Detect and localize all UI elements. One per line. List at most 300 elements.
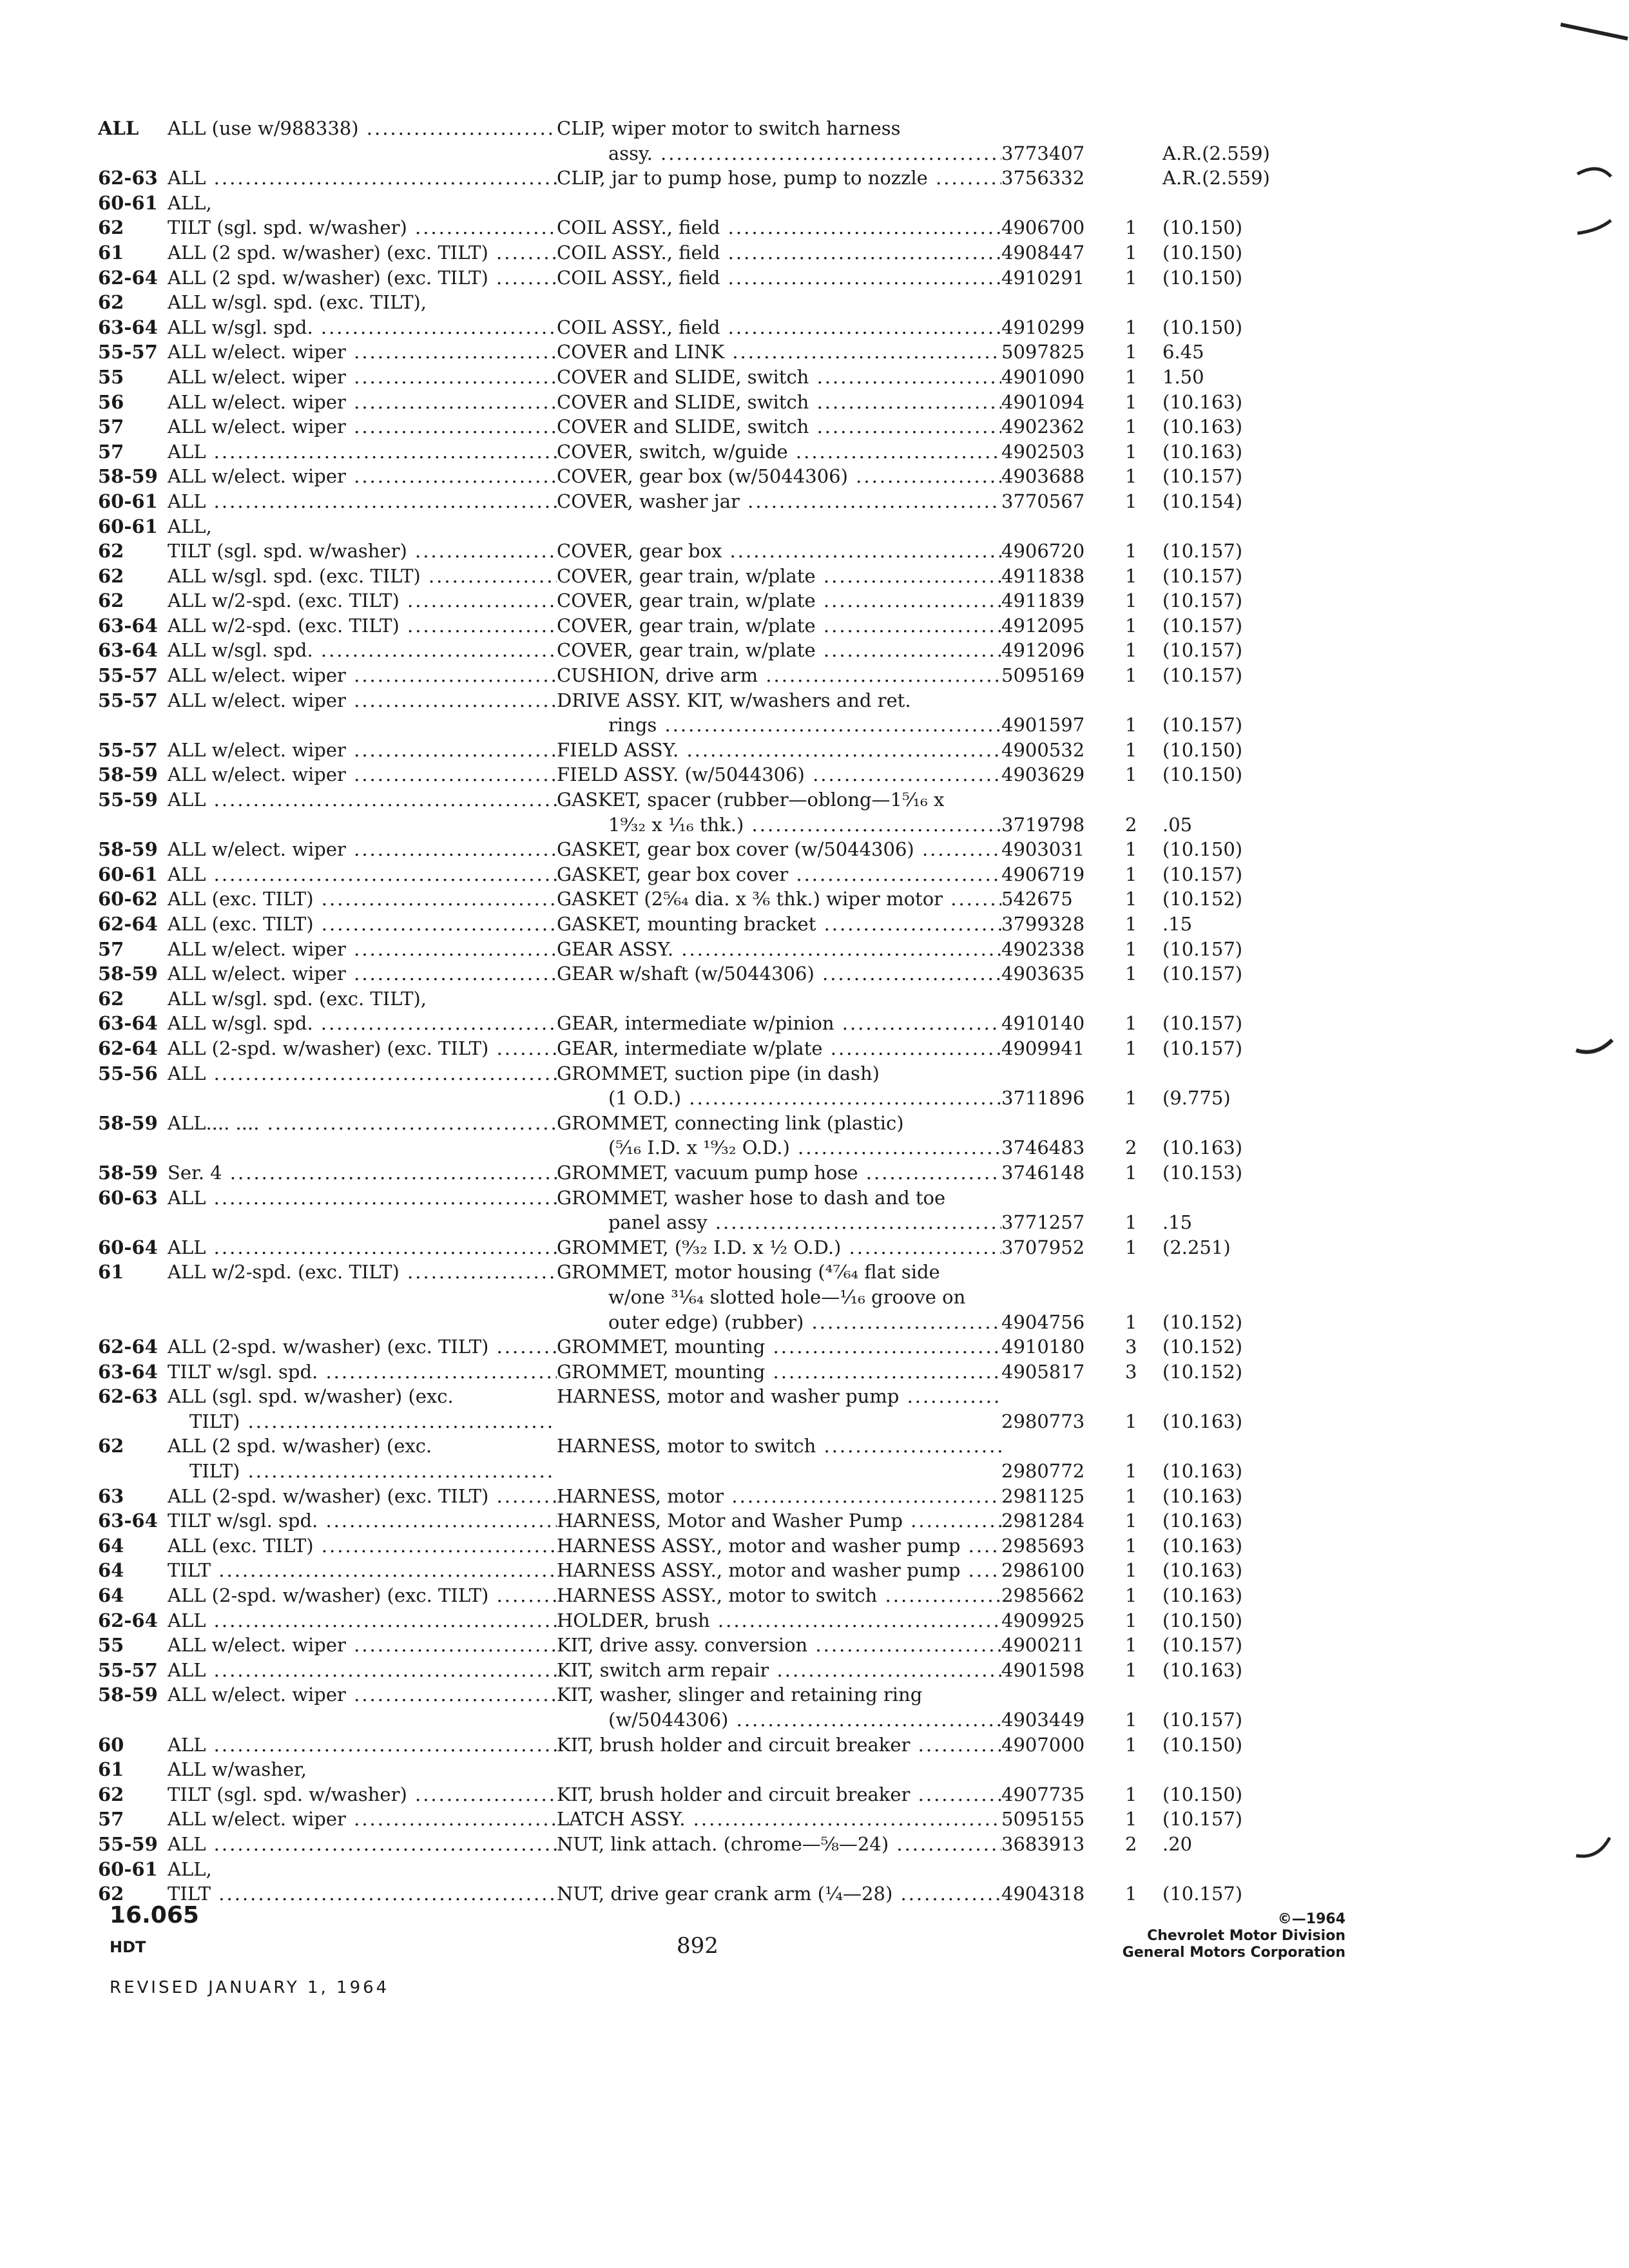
group-cell [1162,1881,1272,1907]
group-cell-line: (10.157) [1162,614,1243,637]
model-cell [168,1658,557,1683]
catalog-row [98,1533,1277,1559]
description-cell [557,1658,1001,1683]
model-cell-line: TILT w/sgl. spd. ..... [168,1508,557,1533]
catalog-row [98,887,1277,912]
year-cell-line: ALL [98,117,139,139]
year-cell-line: 64 [98,1534,124,1557]
catalog-row [98,240,1277,265]
quantity-cell-line: 1 [1125,838,1137,861]
quantity-cell [1125,937,1162,962]
quantity-cell-line: 1 [1125,888,1137,910]
model-cell-line: TILT w/sgl. spd. ..... [168,1360,557,1385]
year-cell [98,1558,168,1583]
description-cell-line: COVER, switch, w/guide ..... [557,439,1001,465]
model-cell-line: ALL.... .... ..... [168,1111,557,1136]
model-cell-line: ALL ..... [168,439,557,465]
group-cell-line: .20 [1162,1832,1193,1855]
group-cell-line: (10.150) [1162,216,1243,239]
year-cell [98,1111,168,1136]
quantity-cell [1125,265,1162,291]
description-cell-line: GASKET, gear box cover (w/5044306) ..... [557,837,1001,862]
model-cell-line: ALL (exc. TILT) ..... [168,1533,557,1559]
year-cell-line: 63-64 [98,639,158,662]
catalog-row [98,937,1277,962]
part-number-cell [1001,539,1125,564]
model-cell-line: ALL (use w/988338) ..... [168,116,557,141]
catalog-row [98,365,1277,390]
catalog-row [98,1160,1277,1186]
quantity-cell [1125,588,1162,613]
quantity-cell-line [1125,986,1162,1012]
group-cell [1162,986,1272,1012]
year-cell-line: 61 [98,1758,124,1781]
quantity-cell [1125,1857,1162,1882]
model-cell [168,663,557,688]
year-cell-line: 63-64 [98,1360,158,1383]
year-cell-line: 58-59 [98,838,158,861]
year-cell [98,1160,168,1186]
part-number-cell-line [1001,116,1125,141]
quantity-cell-line: 1 [1125,913,1137,935]
quantity-cell-line: 1 [1125,1783,1137,1805]
quantity-cell-line: 1 [1125,1410,1137,1432]
model-cell [168,1608,557,1633]
group-cell-line: (10.157) [1162,714,1243,736]
description-cell-line: GEAR, intermediate w/plate ..... [557,1036,1001,1061]
quantity-cell [1125,1832,1162,1857]
part-number-cell [1001,1334,1125,1360]
part-number-cell-line: 4902338 [1001,937,1085,960]
year-cell [98,1807,168,1832]
part-number-cell [1001,688,1125,738]
year-cell-line: 64 [98,1584,124,1607]
quantity-cell-line: 1 [1125,266,1137,289]
year-cell [98,961,168,986]
part-number-cell-line: 4906719 [1001,863,1085,885]
model-cell [168,315,557,340]
year-cell-line: 62 [98,216,124,239]
description-cell [557,1807,1001,1832]
part-number-cell [1001,738,1125,763]
description-cell [557,1434,1001,1459]
quantity-cell-line: 1 [1125,1161,1137,1184]
description-cell [557,1782,1001,1807]
catalog-row [98,1633,1277,1658]
group-cell [1162,315,1272,340]
model-cell-line: ALL w/washer, [168,1758,307,1781]
quantity-cell-line: 1 [1125,1485,1137,1507]
description-cell-line: KIT, brush holder and circuit breaker ..... [557,1733,1001,1758]
group-cell-line [1162,1857,1272,1882]
part-number-cell-line: 3771257 [1001,1211,1085,1234]
quantity-cell [1125,464,1162,489]
catalog-row [98,564,1277,589]
group-cell-line: (10.157) [1162,664,1243,687]
year-cell-line: 62-63 [98,167,158,189]
group-cell-line: (10.150) [1162,316,1243,338]
part-number-cell-line: 2981284 [1001,1510,1085,1532]
quantity-cell [1125,1384,1162,1434]
part-number-cell [1001,837,1125,862]
year-cell [98,539,168,564]
group-cell-line: (10.152) [1162,1336,1243,1358]
part-number-cell [1001,1757,1125,1782]
model-cell-line: ALL w/2-spd. (exc. TILT) ..... [168,613,557,639]
model-cell-line: ALL ..... [168,1832,557,1857]
year-cell-line: 60-61 [98,863,158,885]
model-cell-line: ALL ..... [168,489,557,514]
catalog-row [98,514,1277,539]
quantity-cell-line [1125,141,1162,166]
description-cell-line: GROMMET, suction pipe (in dash) [557,1062,880,1084]
part-number-cell [1001,1036,1125,1061]
description-cell [557,166,1001,191]
quantity-cell [1125,414,1162,439]
group-cell [1162,1733,1272,1758]
description-cell-line: outer edge) (rubber) ..... [557,1310,1001,1335]
description-cell [557,464,1001,489]
description-cell [557,1235,1001,1260]
group-cell-line: (10.157) [1162,1037,1243,1059]
model-cell-line: ALL (exc. TILT) ..... [168,887,557,912]
catalog-row [98,1782,1277,1807]
year-cell-line: 62-64 [98,913,158,935]
part-number-cell-line: 4903031 [1001,838,1085,861]
group-cell-line [1162,1384,1272,1409]
description-cell [557,1682,1001,1732]
model-cell [168,588,557,613]
model-cell [168,1881,557,1907]
description-cell [557,1484,1001,1509]
part-number-cell-line: 3707952 [1001,1236,1085,1258]
group-cell [1162,638,1272,663]
model-cell [168,1757,557,1782]
group-cell-line: 6.45 [1162,341,1204,363]
model-cell [168,1111,557,1136]
copyright-notice [1123,1911,1345,1961]
quantity-cell-line: 1 [1125,540,1137,562]
quantity-cell [1125,1334,1162,1360]
catalog-row [98,265,1277,291]
model-cell [168,1558,557,1583]
model-cell-line: ALL w/2-spd. (exc. TILT) ..... [168,1260,557,1285]
part-number-cell [1001,1111,1125,1160]
catalog-row [98,688,1277,738]
group-cell-line: (10.150) [1162,764,1243,786]
quantity-cell-line: 1 [1125,416,1137,438]
description-cell [557,1186,1001,1235]
group-cell-line: (10.150) [1162,266,1243,289]
description-cell-line: NUT, drive gear crank arm (¼—28) ..... [557,1881,1001,1907]
catalog-row [98,1061,1277,1111]
description-cell [557,564,1001,589]
group-cell [1162,1782,1272,1807]
catalog-row [98,1583,1277,1608]
part-number-cell [1001,1881,1125,1907]
description-cell [557,340,1001,365]
model-cell [168,489,557,514]
quantity-cell-line: 2 [1125,1832,1137,1855]
model-cell-line: ALL ..... [168,1733,557,1758]
year-cell-line: 64 [98,1559,124,1582]
part-number-cell [1001,1832,1125,1857]
part-number-cell [1001,887,1125,912]
group-cell-line: (10.163) [1162,440,1243,463]
group-cell [1162,887,1272,912]
group-cell [1162,1484,1272,1509]
quantity-cell-line [1125,1260,1162,1285]
description-cell [557,1011,1001,1036]
catalog-row [98,290,1277,315]
description-cell-line: COVER, gear box (w/5044306) ..... [557,464,1001,489]
description-cell-line: COVER, gear train, w/plate ..... [557,564,1001,589]
description-cell [557,390,1001,415]
quantity-cell [1125,986,1162,1012]
part-number-cell [1001,787,1125,837]
model-cell [168,1360,557,1385]
quantity-cell [1125,887,1162,912]
quantity-cell [1125,539,1162,564]
part-number-cell-line: 3756332 [1001,167,1085,189]
year-cell-line: 55-57 [98,341,158,363]
quantity-cell [1125,1733,1162,1758]
revision-date: REVISED JANUARY 1, 1964 [110,1978,390,1997]
description-cell-line: COIL ASSY., field ..... [557,215,1001,240]
quantity-cell [1125,762,1162,787]
part-number-cell-line [1001,514,1125,539]
part-number-cell [1001,166,1125,191]
group-cell-line: (10.157) [1162,1709,1243,1731]
year-cell [98,1260,168,1285]
description-cell-line: COVER, gear train, w/plate ..... [557,638,1001,663]
group-cell-line: (10.163) [1162,1534,1243,1557]
model-cell [168,390,557,415]
year-cell-line: 62-63 [98,1385,158,1408]
description-cell [557,1036,1001,1061]
part-number-cell [1001,1857,1125,1882]
description-cell [557,215,1001,240]
quantity-cell-line [1125,1384,1162,1409]
group-cell-line: (10.152) [1162,888,1243,910]
part-number-cell [1001,315,1125,340]
quantity-cell-line: 1 [1125,764,1137,786]
model-cell [168,638,557,663]
part-number-cell [1001,1484,1125,1509]
group-cell [1162,762,1272,787]
year-cell-line: 61 [98,1261,124,1283]
part-number-cell-line: 4903629 [1001,764,1085,786]
description-cell-line: COIL ASSY., field ..... [557,240,1001,265]
group-cell [1162,787,1272,837]
description-cell [557,1384,1001,1409]
quantity-cell-line: 1 [1125,590,1137,612]
model-cell-line: TILT) ..... [168,1409,557,1434]
group-cell [1162,837,1272,862]
model-cell-line: ALL w/elect. wiper ..... [168,390,557,415]
model-cell [168,912,557,937]
year-cell-line: 55-57 [98,738,158,761]
group-cell [1162,1111,1272,1160]
model-cell-line: ALL w/sgl. spd. ..... [168,315,557,340]
description-cell [557,1111,1001,1160]
description-cell [557,365,1001,390]
description-cell-line: CLIP, jar to pump hose, pump to nozzle ..... [557,166,1001,191]
hole-mark-1 [1572,161,1617,245]
model-cell [168,862,557,887]
model-cell [168,1260,557,1285]
description-cell [557,862,1001,887]
catalog-row [98,1111,1277,1160]
model-cell [168,464,557,489]
group-cell [1162,290,1272,315]
model-cell-line: ALL w/sgl. spd. ..... [168,1011,557,1036]
section-code: 16.065 [110,1902,199,1928]
model-cell [168,1733,557,1758]
description-cell-line: COVER and SLIDE, switch ..... [557,365,1001,390]
year-cell-line: 57 [98,1808,124,1831]
quantity-cell [1125,1807,1162,1832]
catalog-row [98,663,1277,688]
year-cell [98,986,168,1012]
year-cell [98,1360,168,1385]
group-cell [1162,1682,1272,1732]
group-cell [1162,215,1272,240]
quantity-cell-line [1125,1186,1162,1211]
group-cell-line: .15 [1162,1211,1193,1234]
model-cell [168,1533,557,1559]
group-cell [1162,1186,1272,1235]
description-cell-line: GROMMET, vacuum pump hose ..... [557,1160,1001,1186]
part-number-cell-line: 4903449 [1001,1709,1085,1731]
part-number-cell-line: 4904756 [1001,1311,1085,1333]
model-cell [168,191,557,216]
part-number-cell [1001,1011,1125,1036]
part-number-cell [1001,1533,1125,1559]
group-cell-line: (10.163) [1162,1658,1243,1681]
part-number-cell [1001,1384,1125,1434]
part-number-cell [1001,1608,1125,1633]
description-cell [557,1360,1001,1385]
group-cell-line [1162,514,1272,539]
group-cell [1162,1334,1272,1360]
year-cell [98,240,168,265]
year-cell [98,489,168,514]
group-cell [1162,613,1272,639]
group-cell [1162,1608,1272,1633]
description-cell-line: HARNESS, motor ..... [557,1484,1001,1509]
quantity-cell-line: 1 [1125,1211,1137,1234]
year-cell-line: 56 [98,390,124,413]
part-number-cell [1001,1733,1125,1758]
year-cell-line: 62 [98,1435,124,1457]
group-cell [1162,116,1272,166]
model-cell-line: ALL (2-spd. w/washer) (exc. TILT) ..... [168,1036,557,1061]
group-cell-line [1162,290,1272,315]
part-number-cell-line: 4905817 [1001,1360,1085,1383]
part-number-cell [1001,1360,1125,1385]
year-cell-line: 63-64 [98,614,158,637]
quantity-cell-line: 1 [1125,1012,1137,1035]
year-cell [98,564,168,589]
catalog-row [98,539,1277,564]
catalog-row [98,1733,1277,1758]
part-number-cell-line: 3770567 [1001,490,1085,512]
year-cell-line: 60-63 [98,1186,158,1209]
part-number-cell [1001,762,1125,787]
model-cell-line: ALL w/elect. wiper ..... [168,414,557,439]
quantity-cell [1125,215,1162,240]
year-cell-line: 55-57 [98,689,158,711]
description-cell-line: GROMMET, washer hose to dash and toe [557,1186,946,1209]
part-number-cell [1001,240,1125,265]
part-number-cell [1001,1658,1125,1683]
group-cell-line: (10.157) [1162,1012,1243,1035]
year-cell [98,390,168,415]
hole-mark-3 [1572,1830,1617,1869]
model-cell-line: ALL w/sgl. spd. (exc. TILT), [168,291,427,314]
year-cell-line: 63-64 [98,1012,158,1035]
quantity-cell-line: 1 [1125,614,1137,637]
year-cell-line: 55-57 [98,664,158,687]
part-number-cell [1001,1807,1125,1832]
description-cell-line: GEAR, intermediate w/pinion ..... [557,1011,1001,1036]
quantity-cell-line [1125,1682,1162,1707]
year-cell [98,613,168,639]
part-number-cell-line: 3683913 [1001,1832,1085,1855]
part-number-cell-line: 2986100 [1001,1559,1085,1582]
year-cell [98,514,168,539]
group-cell [1162,1832,1272,1857]
model-cell-line: ALL (2 spd. w/washer) (exc. [168,1435,432,1457]
part-number-cell-line [1001,986,1125,1012]
quantity-cell-line [1125,514,1162,539]
group-cell-line: (10.157) [1162,1634,1243,1657]
part-number-cell [1001,365,1125,390]
quantity-cell-line: 1 [1125,1808,1137,1831]
description-cell [557,539,1001,564]
description-cell-line: FIELD ASSY. ..... [557,738,1001,763]
part-number-cell-line: 2985693 [1001,1534,1085,1557]
group-cell-line [1162,191,1272,216]
part-number-cell [1001,1061,1125,1111]
description-cell-line: GROMMET, motor housing (⁴⁷⁄₆₄ flat side [557,1261,940,1283]
part-number-cell-line: 4903635 [1001,963,1085,985]
description-cell [557,1583,1001,1608]
group-cell [1162,961,1272,986]
description-cell [557,1633,1001,1658]
description-cell-line: KIT, brush holder and circuit breaker ..... [557,1782,1001,1807]
model-cell [168,240,557,265]
group-cell-line [1162,787,1272,812]
year-cell-line: 62 [98,1883,124,1905]
year-cell-line: 55-57 [98,1658,158,1681]
part-number-cell [1001,514,1125,539]
quantity-cell [1125,1011,1162,1036]
catalog-row [98,1682,1277,1732]
model-cell [168,340,557,365]
year-cell [98,265,168,291]
description-cell [557,1881,1001,1907]
part-number-cell-line: 2981125 [1001,1485,1085,1507]
model-cell-line: ALL ..... [168,787,557,812]
model-cell [168,1160,557,1186]
group-cell [1162,1633,1272,1658]
part-number-cell-line: 5097825 [1001,341,1085,363]
catalog-row [98,1334,1277,1360]
description-cell [557,688,1001,738]
year-cell [98,588,168,613]
